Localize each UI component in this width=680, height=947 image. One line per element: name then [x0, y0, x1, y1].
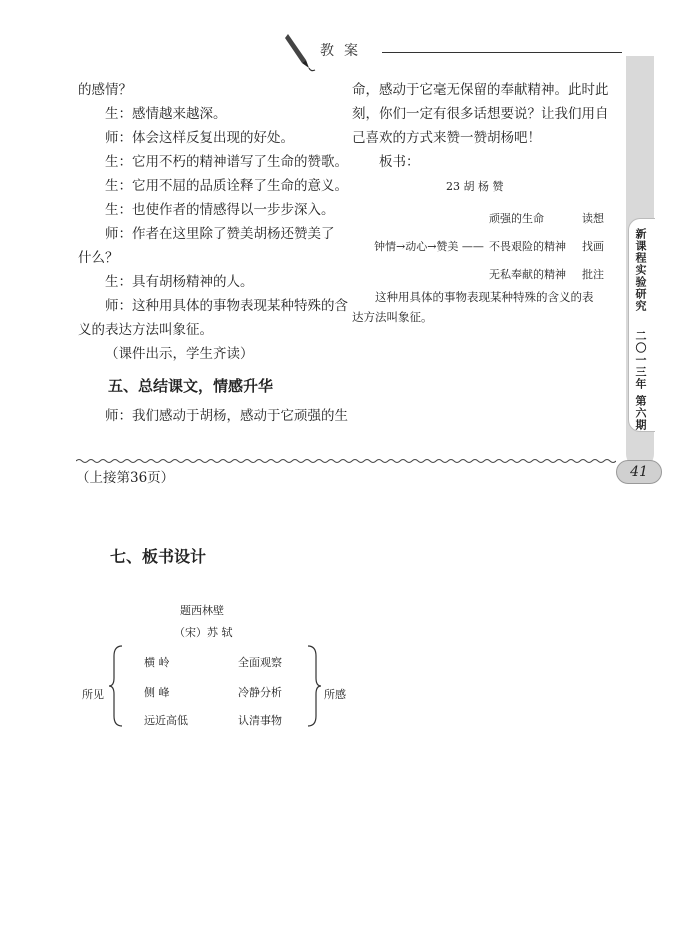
text-line: 生：也使作者的情感得以一步步深入。	[105, 202, 335, 218]
seen-label: 所见	[82, 688, 104, 701]
wavy-divider	[76, 458, 616, 464]
board-label: 板书：	[379, 154, 420, 170]
text-line: 生：它用不屈的品质诠释了生命的意义。	[105, 178, 348, 194]
felt-item: 冷静分析	[238, 686, 282, 699]
closing-text	[352, 287, 620, 327]
issue-date: 二〇一三年 第六期	[634, 330, 647, 431]
pen-icon	[282, 30, 316, 78]
text-line: 生：它用不朽的精神谱写了生命的赞歌。	[105, 154, 348, 170]
left-brace	[108, 644, 124, 728]
felt-label: 所感	[324, 688, 346, 701]
right-column	[352, 78, 620, 174]
board-action: 找画	[582, 240, 604, 253]
text-line: 的感情？	[78, 82, 132, 98]
felt-item: 认清事物	[238, 714, 282, 727]
journal-name: 新课程实验研究	[634, 228, 647, 312]
felt-item: 全面观察	[238, 656, 282, 669]
text-line: 什么？	[78, 250, 119, 266]
poem-author: （宋）苏 轼	[174, 626, 233, 639]
section-heading: 五、总结课文，情感升华	[108, 377, 274, 395]
text-line: 命，感动于它毫无保留的奉献精神。此时此	[352, 82, 609, 98]
board-item: 顽强的生命	[489, 212, 544, 225]
board-item: 无私奉献的精神	[489, 268, 566, 281]
board-flow: 钟情→动心→赞美 ——	[374, 240, 484, 253]
text-line: 生：具有胡杨精神的人。	[105, 274, 254, 290]
text-line: 师：作者在这里除了赞美胡杨还赞美了	[105, 226, 335, 242]
page-number: 41	[616, 460, 662, 484]
continued-note: （上接第36页）	[76, 470, 175, 486]
text-line: 己喜欢的方式来赞一赞胡杨吧！	[352, 130, 541, 146]
text-line: 这种用具体的事物表现某种特殊的含义的表	[375, 290, 594, 304]
text-line: 生：感情越来越深。	[105, 106, 227, 122]
text-line: 达方法叫象征。	[352, 310, 433, 324]
header-rule	[382, 52, 622, 53]
board-item: 不畏艰险的精神	[489, 240, 566, 253]
text-line: 师：这种用具体的事物表现某种特殊的含	[105, 298, 348, 314]
text-line: 义的表达方法叫象征。	[78, 322, 213, 338]
board-title: 23 胡 杨 赞	[446, 180, 504, 193]
seen-item: 横 岭	[144, 656, 170, 669]
text-line: （课件出示，学生齐读）	[105, 346, 254, 362]
text-line: 师：体会这样反复出现的好处。	[105, 130, 294, 146]
seen-item: 侧 峰	[144, 686, 170, 699]
board-action: 读想	[582, 212, 604, 225]
header-title: 教案	[320, 43, 368, 59]
right-brace	[306, 644, 322, 728]
section-heading: 七、板书设计	[110, 547, 207, 566]
board-action: 批注	[582, 268, 604, 281]
seen-item: 远近高低	[144, 714, 188, 727]
text-line: 师：我们感动于胡杨，感动于它顽强的生	[105, 408, 348, 424]
poem-title: 题西林壁	[180, 604, 224, 617]
text-line: 刻，你们一定有很多话想要说？让我们用自	[352, 106, 609, 122]
left-column	[78, 78, 348, 428]
